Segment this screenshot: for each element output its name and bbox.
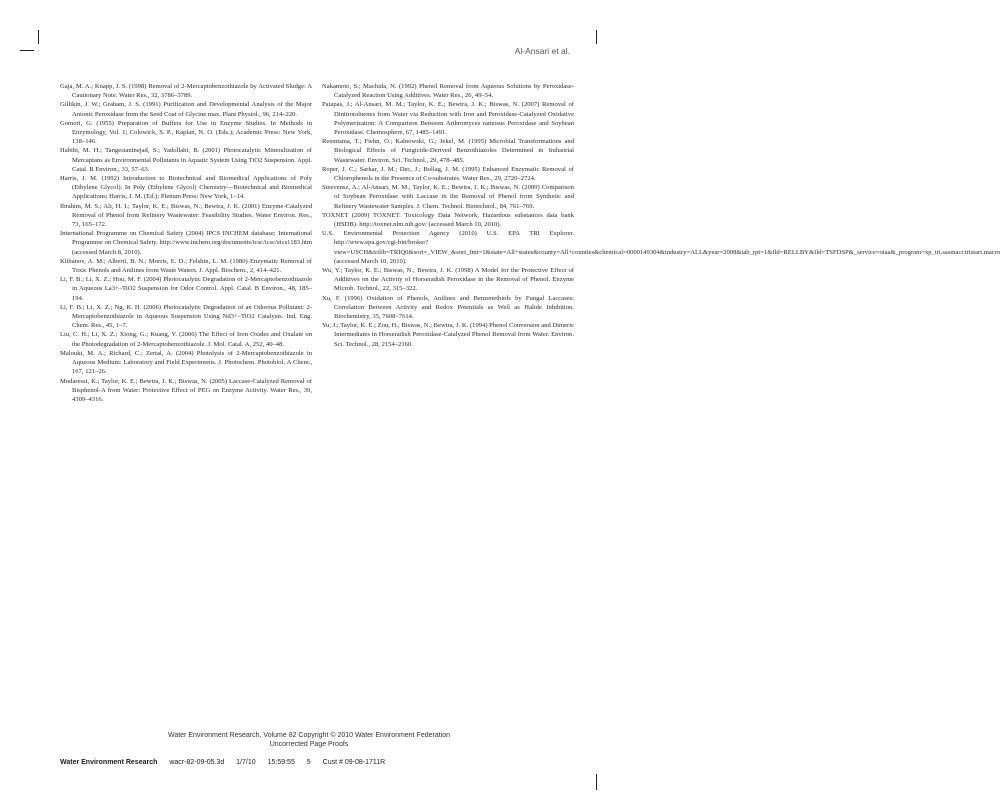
- reference-entry: Klibanov, A. M.; Alberti, B. N.; Morris, E. D.; Felshin, L. M. (1980) Enzymatic Removal of Toxic Phenols and Anilines from Waste Waters. J. Appl. Biochem., 2, 414–421.: [60, 257, 312, 275]
- reference-entry: Nakamoto, S.; Machida, N. (1992) Phenol Removal from Aqueous Solutions by Peroxidase-Catalyzed Reaction Using Additives. Water Res., 26, 49–54.: [322, 83, 574, 100]
- reference-entry: Patapas, J.; Al-Ansari, M. M.; Taylor, K. E.; Bewtra, J. K.; Biswas, N. (2007) Removal of Dinitrotoluenes from Water via Reduction with Iron and Peroxidase-Catalyzed Oxidative Polymerization: A Comparison Between Arthromyces ramosus Peroxidase and Soybean Peroxidase. Chemosphere, 67, 1485–1491.: [322, 101, 574, 137]
- footer-bar: [60, 759, 395, 766]
- reference-entry: Li, F. B.; Li, X. Z.; Hou, M. F. (2004) Photocatalytic Degradation of 2-Mercaptobenzothiazole in Aqueous La3+–TiO2 Suspension for Odor Control. Appl. Catal. B Environ., 48, 185–194.: [60, 276, 312, 302]
- footer-journal-line: Water Environment Research, Volume 82 Copyright © 2010 Water Environment Federation: [167, 732, 451, 739]
- footer-bar-cust: Cust # 09-08-1711R: [322, 759, 386, 766]
- crop-mark-top-right-v: [596, 30, 597, 44]
- reference-entry: Ibrahim, M. S.; Ali, H. I.; Taylor, K. E.; Biswas, N.; Bewtra, J. K. (2001) Enzyme-Catalyzed Removal of Phenol from Refinery Wastewater: Feasibility Studies. Water Environ. Res., 73, 165–172.: [60, 202, 312, 229]
- reference-entry: Harris, J. M. (1992) Introduction to Biotechnical and Biomedical Applications of Poly (Ethylene Glycol). In Poly (Ethylene Glycol) Chemistry—Biotechnical and Biomedical Applications; Harris, J. M. (Ed.); Plenum Press: New York, 1–14.: [60, 175, 312, 201]
- reference-entry: Liu, C. H.; Li, X. Z.; Xiong, G.; Kuang, Y. (2006) The Effect of Iron Oxides and Oxalate on the Photodegradation of 2-Mercaptobenzothiazole. J. Mol. Catal. A, 252, 40–48.: [60, 331, 312, 348]
- reference-entry: Roper, J. C.; Sarkar, J. M.; Dec, J.; Bollag, J. M. (1995) Enhanced Enzymatic Removal of Chlorophenols in the Presence of Co-substrates. Water Res., 29, 2720–2724.: [322, 165, 574, 183]
- reference-entry: Xu, F. (1996) Oxidation of Phenols, Anilines and Benzenethiols by Fungal Laccases: Correlation Between Activity and Redox Potentials as Well as Halide Inhibition. Biochemistry, 35, 7608–7614.: [322, 294, 574, 321]
- running-head: Al-Ansari et al.: [514, 46, 570, 56]
- footer-bar-page: 5: [306, 759, 311, 766]
- reference-entry: Wu, Y.; Taylor, K. E.; Biswas, N.; Bewtra, J. K. (1998) A Model for the Protective Effect of Additives on the Activity of Horseradish Peroxidase in the Removal of Phenol. Enzyme Microb. Technol., 22, 315–322.: [322, 267, 574, 293]
- footer-bar-id: wacr-82-09-05.3d: [169, 759, 225, 766]
- crop-mark-bottom-right-v: [596, 774, 597, 790]
- reference-entry: Steevensz, A.; Al-Ansari, M. M.; Taylor, K. E.; Bewtra, J. K.; Biswas, N. (2009) Comparison of Soybean Peroxidase with Laccase in the Removal of Phenol from Synthetic and Refinery Wastewater Samples. J. Chem. Technol. Biotechnol., 84, 761–769.: [322, 184, 574, 210]
- reference-entry: Reemtsma, T.; Fiehn, O.; Kalnowski, G.; Jekel, M. (1995) Microbial Transformations and Biological Effects of Fungicide-Derived Benzothiazoles Determined in Industrial Wastewater. Environ. Sci. Technol., 29, 478–485.: [322, 138, 574, 164]
- reference-entry: Gillikin, J. W.; Graham, J. S. (1991) Purification and Developmental Analysis of the Major Anionic Peroxidase from the Seed Coat of Glycine max. Plant Physiol., 96, 214–220.: [60, 101, 312, 118]
- footer-bar-time: 15:59:55: [267, 759, 295, 766]
- references-left-column: [60, 82, 312, 404]
- reference-entry: U.S. Environmental Protection Agency (2010) U.S. EPA TRI Explorer. http://www.epa.gov/cgi-bin/broker?view=USCH&trilib=TRIQ0&sort=_VIEW_&sort_fmt=1&state=All+states&county=All+counties&chemical=0000149304&industry=ALL&year=2008&tab_rpt=1&fld=RELLBY&fld=TSFDSP&_service=oiaa&_program=xp_tri.sasmacr.tristart.macro (accessed March 10, 2010).: [322, 230, 1000, 265]
- reference-entry: TOXNET (2009) TOXNET: Toxicology Data Network, Hazardous substances data bank (HSDB). http://toxnet.nlm.nih.gov/ (accessed March 10, 2010).: [322, 211, 574, 229]
- references-right-column: [322, 82, 1000, 349]
- reference-entry: Li, F. B.; Li, X. Z.; Ng, K. H. (2006) Photocatalytic Degradation of an Odorous Pollutant: 2-Mercaptobenzothiazole in Aqueous Suspension Using Nd3+–TiO2 Catalysts. Ind. Eng. Chem. Res., 45, 1–7.: [60, 303, 312, 330]
- reference-entry: Yu, J.; Taylor, K. E.; Zou, H.; Biswas, N.; Bewtra, J. K. (1994) Phenol Conversion and Dimeric Intermediates in Horseradish Peroxidase-Catalyzed Phenol Removal from Water. Environ. Sci. Technol., 28, 2154–2160.: [322, 322, 574, 348]
- footer-bar-date: 1/7/10: [236, 759, 256, 766]
- footer-bar-journal: Water Environment Research: [60, 759, 158, 766]
- reference-entry: Malouki, M. A.; Richard, C.; Zertal, A. (2004) Photolysis of 2-Mercaptobenzothiazole in Aqueous Medium: Laboratory and Field Experiments. J. Photochem. Photobiol. A Chem., 167, 121–26.: [60, 349, 312, 376]
- reference-entry: Gomori, G. (1955) Preparation of Buffers for Use in Enzyme Studies. In Methods in Enzymology, Vol. 1; Colowick, S. P., Kaplan, N. O. (Eds.); Academic Press: New York, 138–146.: [60, 119, 312, 146]
- reference-entry: International Programme on Chemical Safety (2004) IPCS INCHEM database; International Programme on Chemical Safety. http://www.inchem.org/documents/icsc/icsc/eics1183.htm (accessed March 8, 2010).: [60, 230, 312, 256]
- reference-entry: Habibi, M. H.; Tangestaninejad, S.; Yadollahi, B. (2001) Photocatalytic Mineralization of Mercaptans as Environmental Pollutants in Aquatic System Using TiO2 Suspension. Appl. Catal. B Environ., 33, 57–63.: [60, 147, 312, 173]
- crop-mark-top-left-v: [38, 30, 39, 44]
- footer-proofs-line: Uncorrected Page Proofs: [269, 741, 349, 748]
- reference-entry: Modaressi, K.; Taylor, K. E.; Bewtra, J. K.; Biswas, N. (2005) Laccase-Catalyzed Removal of Bisphenol-A from Water: Protective Effect of PEG on Enzyme Activity. Water Res., 39, 4309–4316.: [60, 377, 312, 403]
- reference-entry: Gaja, M. A.; Knapp, J. S. (1998) Removal of 2-Mercaptobenzothiazole by Activated Sludge: A Cautionary Note. Water Res., 32, 3786–3789.: [60, 83, 312, 100]
- crop-mark-top-left-h: [20, 50, 34, 51]
